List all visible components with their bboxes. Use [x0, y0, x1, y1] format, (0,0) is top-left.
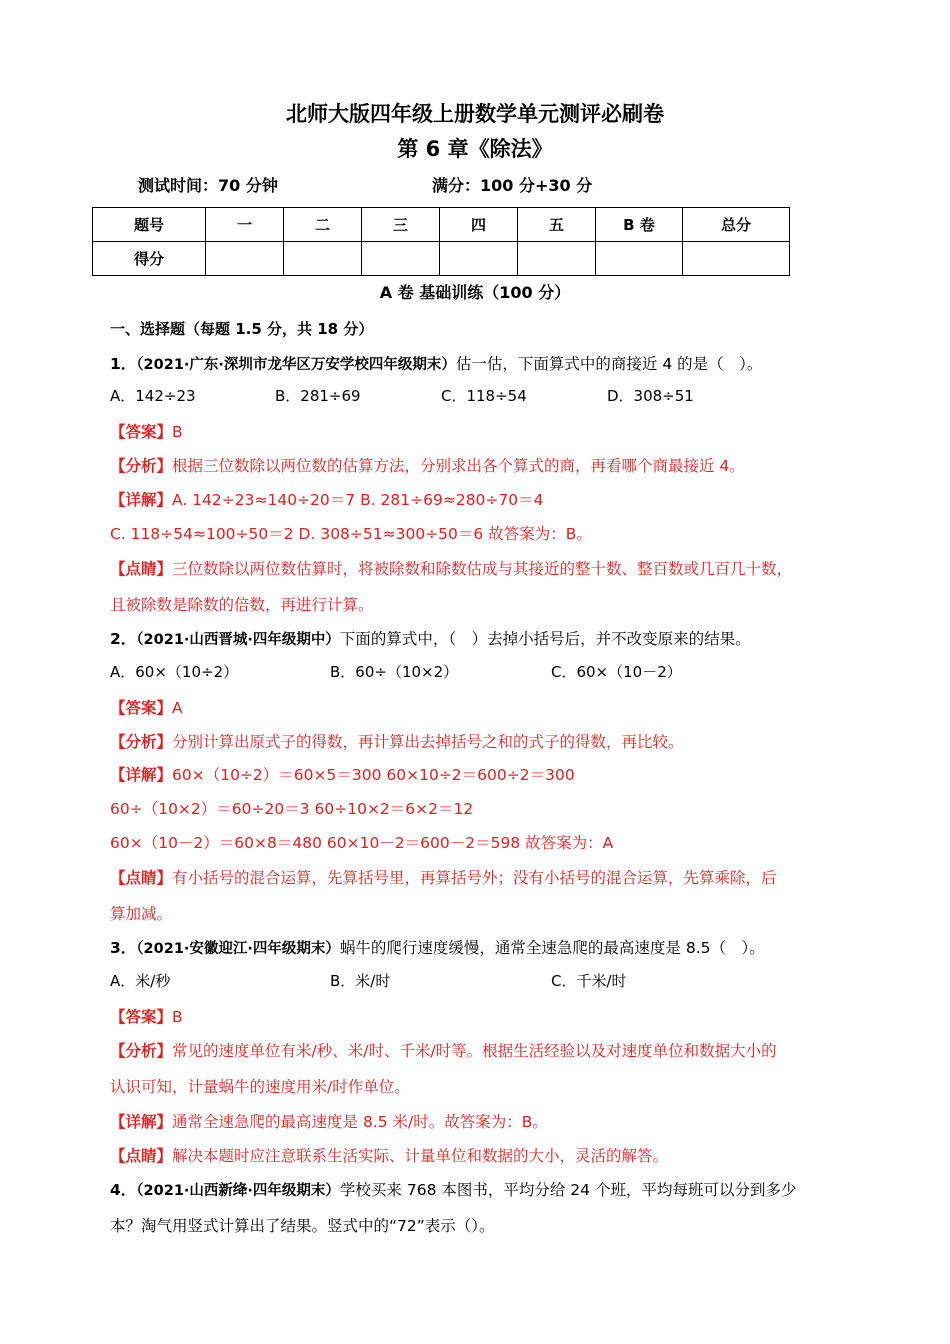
analysis-tag: 【分析】 — [110, 457, 173, 475]
answer-line — [110, 420, 850, 442]
question-number: 1． — [110, 355, 137, 373]
detail-line: 60×（10－2）＝60×8＝480 60×10－2＝600－2＝598 故答案为：A — [110, 834, 614, 852]
question-text-continued: 本？淘气用竖式计算出了结果。竖式中的“72”表示（）。 — [110, 1217, 495, 1235]
option-d: D．308÷51 — [607, 387, 694, 405]
answer-tag: 【答案】 — [110, 1008, 173, 1026]
detail-text: 通常全速急爬的最高速度是 8.5 米/时。故答案为：B。 — [172, 1113, 548, 1131]
comment-line — [110, 557, 850, 579]
score-cell[interactable] — [596, 242, 683, 276]
score-cell[interactable] — [518, 242, 596, 276]
question-number: 4． — [110, 1181, 137, 1199]
table-row-label: 得分 — [93, 242, 206, 276]
comment-line — [110, 866, 850, 888]
section-a-title: A 卷 基础训练（100 分） — [379, 283, 571, 302]
comment-text: 三位数除以两位数估算时，将被除数和除数估成与其接近的整十数、整百数或几百几十数， — [172, 560, 793, 578]
analysis-line — [110, 1039, 850, 1061]
comment-line: 且被除数是除数的倍数，再进行计算。 — [110, 596, 374, 614]
question-text: 学校买来 768 本图书，平均分给 24 个班，平均每班可以分到多少 — [339, 1181, 797, 1199]
question-1 — [110, 352, 850, 374]
analysis-line — [110, 454, 850, 476]
table-header-cell: 三 — [362, 208, 440, 242]
comment-tag: 【点睛】 — [110, 560, 173, 578]
score-cell[interactable] — [206, 242, 284, 276]
analysis-line — [110, 730, 850, 752]
score-cell[interactable] — [440, 242, 518, 276]
question-number: 2． — [110, 630, 137, 648]
score-cell[interactable] — [683, 242, 790, 276]
comment-tag: 【点睛】 — [110, 869, 173, 887]
question-source: （2021·山西新绛·四年级期末） — [136, 1183, 340, 1199]
analysis-text: 根据三位数除以两位数的估算方法，分别求出各个算式的商，再看哪个商最接近 4。 — [172, 457, 745, 475]
question-source: （2021·山西晋城·四年级期中） — [136, 632, 340, 648]
score-table-score-row — [93, 242, 790, 276]
score-table-header-row — [93, 208, 790, 242]
comment-tag: 【点睛】 — [110, 1147, 173, 1165]
option-c: C．60×（10－2） — [551, 663, 682, 681]
score-cell[interactable] — [284, 242, 362, 276]
question-text: 蜗牛的爬行速度缓慢，通常全速急爬的最高速度是 8.5（ ）。 — [339, 939, 765, 957]
answer-line — [110, 1005, 850, 1027]
analysis-tag: 【分析】 — [110, 733, 173, 751]
question-source: （2021·安徽迎江·四年级期末） — [136, 941, 340, 957]
answer-tag: 【答案】 — [110, 699, 173, 717]
detail-line: C. 118÷54≈100÷50＝2 D. 308÷51≈300÷50＝6 故答案为：B。 — [110, 525, 592, 543]
question-source: （2021·广东·深圳市龙华区万安学校四年级期末） — [136, 357, 456, 373]
comment-line — [110, 1144, 850, 1166]
option-c: C．118÷54 — [441, 387, 527, 405]
answer-value: B — [172, 423, 183, 441]
table-header-cell: 总分 — [683, 208, 790, 242]
detail-text: A. 142÷23≈140÷20＝7 B. 281÷69≈280÷70＝4 — [172, 491, 544, 509]
detail-line — [110, 763, 850, 785]
detail-text: 60×（10÷2）＝60×5＝300 60×10÷2＝600÷2＝300 — [172, 766, 575, 784]
full-score: 满分：100 分+30 分 — [432, 176, 593, 195]
comment-line: 算加减。 — [110, 905, 173, 923]
option-b: B．281÷69 — [275, 387, 361, 405]
option-b: B．米/时 — [330, 972, 391, 990]
detail-line: 60÷（10×2）＝60÷20＝3 60÷10×2＝6×2＝12 — [110, 800, 474, 818]
table-header-cell: 二 — [284, 208, 362, 242]
chapter-title: 第 6 章《除法》 — [397, 137, 553, 161]
question-2 — [110, 627, 850, 649]
detail-tag: 【详解】 — [110, 766, 173, 784]
comment-text: 解决本题时应注意联系生活实际、计量单位和数据的大小，灵活的解答。 — [172, 1147, 669, 1165]
table-header-cell: 题号 — [93, 208, 206, 242]
answer-tag: 【答案】 — [110, 423, 173, 441]
comment-text: 有小括号的混合运算，先算括号里，再算括号外；没有小括号的混合运算，先算乘除，后 — [172, 869, 777, 887]
answer-value: A — [172, 699, 183, 717]
option-a: A．米/秒 — [110, 972, 171, 990]
answer-value: B — [172, 1008, 183, 1026]
table-header-cell: 四 — [440, 208, 518, 242]
option-c: C．千米/时 — [551, 972, 627, 990]
detail-line — [110, 488, 850, 510]
question-3 — [110, 936, 850, 958]
analysis-text: 分别计算出原式子的得数，再计算出去掉括号之和的式子的得数，再比较。 — [172, 733, 684, 751]
answer-line — [110, 696, 850, 718]
option-a: A．60×（10÷2） — [110, 663, 239, 681]
table-header-cell: B 卷 — [596, 208, 683, 242]
analysis-tag: 【分析】 — [110, 1042, 173, 1060]
table-header-cell: 五 — [518, 208, 596, 242]
detail-tag: 【详解】 — [110, 491, 173, 509]
detail-tag: 【详解】 — [110, 1113, 173, 1131]
analysis-text: 常见的速度单位有米/秒、米/时、千米/时等。根据生活经验以及对速度单位和数据大小的 — [172, 1042, 777, 1060]
detail-line — [110, 1110, 850, 1132]
option-a: A．142÷23 — [110, 387, 196, 405]
question-number: 3． — [110, 939, 137, 957]
test-time: 测试时间：70 分钟 — [138, 176, 278, 195]
score-cell[interactable] — [362, 242, 440, 276]
table-header-cell: 一 — [206, 208, 284, 242]
option-b: B．60÷（10×2） — [330, 663, 459, 681]
score-table — [92, 207, 790, 276]
question-text: 下面的算式中，（ ）去掉小括号后，并不改变原来的结果。 — [339, 630, 751, 648]
question-text: 估一估，下面算式中的商接近 4 的是（ ）。 — [455, 355, 763, 373]
question-4 — [110, 1178, 850, 1200]
part1-title: 一、选择题（每题 1.5 分，共 18 分） — [110, 320, 374, 338]
document-title: 北师大版四年级上册数学单元测评必刷卷 — [286, 102, 664, 126]
analysis-line: 认识可知，计量蜗牛的速度用米/时作单位。 — [110, 1078, 410, 1096]
